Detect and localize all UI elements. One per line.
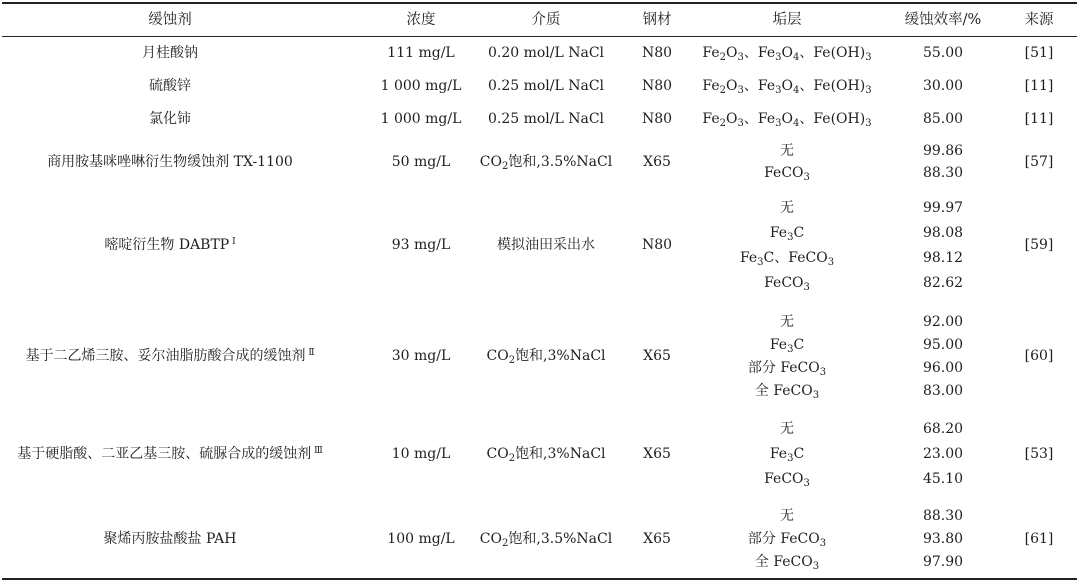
reference-value: [59]: [1024, 237, 1054, 253]
header-scale: 垢层: [772, 12, 802, 28]
scale-layer-value: $Fe_3C$: [769, 336, 805, 355]
inhibitor-label: 硫酸锌: [149, 78, 191, 94]
medium-value: $CO_2$饱和,3.5%NaCl: [479, 531, 613, 549]
efficiency-value: 82.62: [922, 274, 964, 291]
scale-layer-value: 无: [780, 313, 794, 330]
scale-layer-value: 部分 FeCO$_3$: [747, 359, 827, 378]
scale-layer-value: FeCO$_3$: [764, 471, 810, 489]
inhibitor-label: 基于二乙烯三胺、妥尔油脂肪酸合成的缓蚀剂: [25, 348, 306, 364]
steel-value: N80: [641, 45, 673, 61]
scale-layer-value: 无: [780, 199, 794, 216]
footnote-mark: Ⅱ: [305, 348, 315, 358]
scale-layer-value: 无: [780, 143, 794, 159]
medium-value: 0.25 mol/L NaCl: [487, 78, 605, 94]
scale-layer-value: 无: [780, 508, 794, 524]
inhibitor-name: [149, 111, 191, 127]
scale-layer-value: 部分 FeCO$_3$: [747, 531, 827, 549]
inhibitor-name: [142, 45, 198, 61]
medium-value: 0.25 mol/L NaCl: [487, 111, 605, 127]
bottom-rule: [2, 578, 1077, 580]
inhibitor-label: 嘧啶衍生物 DABTP: [104, 237, 230, 253]
inhibitor-label: 基于硬脂酸、二亚乙基三胺、硫脲合成的缓蚀剂: [17, 446, 312, 462]
efficiency-value: 55.00: [922, 45, 964, 61]
reference-value: [60]: [1024, 348, 1054, 364]
footnote-mark: Ⅲ: [311, 446, 323, 456]
efficiency-value: 92.00: [922, 313, 964, 330]
efficiency-value: 96.00: [922, 359, 964, 376]
concentration-value: 50 mg/L: [391, 154, 451, 170]
header-rule: [2, 36, 1077, 37]
efficiency-value: 45.10: [922, 471, 964, 487]
scale-layer-value: 无: [780, 421, 794, 437]
efficiency-value: 95.00: [922, 336, 964, 353]
scale-layer-value: FeCO$_3$: [764, 165, 810, 183]
efficiency-value: 23.00: [922, 446, 964, 462]
concentration-value: 100 mg/L: [387, 531, 455, 547]
top-rule: [2, 2, 1077, 4]
header-medium: 介质: [531, 12, 561, 28]
inhibitor-label: 商用胺基咪唑啉衍生物缓蚀剂 TX-1100: [47, 154, 293, 170]
inhibitor-name: [17, 446, 323, 462]
scale-layer-value: $Fe_3C$: [769, 446, 805, 464]
efficiency-value: 99.97: [922, 199, 964, 216]
header-inhibitor: 缓蚀剂: [148, 12, 192, 28]
scale-layer-value: $Fe_2O_3$、$Fe_3O_4$、$Fe(OH)_3$: [702, 78, 872, 96]
inhibitor-label: 氯化铈: [149, 111, 191, 127]
concentration-value: 1 000 mg/L: [380, 111, 462, 127]
medium-value: $CO_2$饱和,3.5%NaCl: [479, 154, 613, 172]
concentration-value: 93 mg/L: [391, 237, 451, 253]
efficiency-value: 97.90: [922, 554, 964, 570]
efficiency-value: 98.12: [922, 249, 964, 266]
medium-value: 0.20 mol/L NaCl: [487, 45, 605, 61]
efficiency-value: 98.08: [922, 224, 964, 241]
scale-layer-value: $Fe_3C$、FeCO$_3$: [739, 249, 835, 268]
efficiency-value: 85.00: [922, 111, 964, 127]
efficiency-value: 93.80: [922, 531, 964, 547]
steel-value: N80: [641, 111, 673, 127]
reference-value: [11]: [1024, 78, 1054, 94]
medium-value: $CO_2$饱和,3%NaCl: [486, 348, 606, 366]
footnote-mark: Ⅰ: [229, 237, 236, 247]
inhibitor-label: 月桂酸钠: [142, 45, 198, 61]
scale-layer-value: 全 FeCO$_3$: [754, 554, 820, 572]
steel-value: X65: [643, 154, 671, 170]
efficiency-value: 88.30: [922, 508, 964, 524]
scale-layer-value: FeCO$_3$: [764, 274, 810, 293]
inhibitor-name: [149, 78, 191, 94]
header-concentration: 浓度: [406, 12, 436, 28]
steel-value: X65: [643, 348, 671, 364]
steel-value: N80: [641, 78, 673, 94]
efficiency-value: 99.86: [922, 143, 964, 159]
reference-value: [61]: [1024, 531, 1054, 547]
medium-value: $CO_2$饱和,3%NaCl: [486, 446, 606, 464]
scale-layer-value: 全 FeCO$_3$: [754, 382, 820, 401]
header-reference: 来源: [1024, 12, 1054, 28]
inhibitor-name: [26, 348, 315, 364]
inhibitor-name: [47, 154, 293, 170]
reference-value: [11]: [1024, 111, 1054, 127]
efficiency-value: 68.20: [922, 421, 964, 437]
inhibitor-label: 聚烯丙胺盐酸盐 PAH: [103, 531, 237, 547]
inhibitor-name: [104, 237, 235, 253]
header-efficiency: 缓蚀效率/%: [904, 12, 982, 28]
concentration-value: 10 mg/L: [391, 446, 451, 462]
concentration-value: 111 mg/L: [387, 45, 455, 61]
reference-value: [51]: [1024, 45, 1054, 61]
steel-value: X65: [643, 446, 671, 462]
inhibitor-name: [104, 531, 237, 547]
efficiency-value: 88.30: [922, 165, 964, 181]
medium-value: 模拟油田采出水: [497, 237, 595, 253]
efficiency-value: 83.00: [922, 382, 964, 399]
efficiency-value: 30.00: [922, 78, 964, 94]
steel-value: X65: [643, 531, 671, 547]
header-steel: 钢材: [642, 12, 672, 28]
reference-value: [57]: [1024, 154, 1054, 170]
scale-layer-value: $Fe_2O_3$、$Fe_3O_4$、$Fe(OH)_3$: [702, 45, 872, 63]
reference-value: [53]: [1024, 446, 1054, 462]
scale-layer-value: $Fe_3C$: [769, 224, 805, 243]
concentration-value: 1 000 mg/L: [380, 78, 462, 94]
scale-layer-value: $Fe_2O_3$、$Fe_3O_4$、$Fe(OH)_3$: [702, 111, 872, 129]
concentration-value: 30 mg/L: [391, 348, 451, 364]
steel-value: N80: [641, 237, 673, 253]
